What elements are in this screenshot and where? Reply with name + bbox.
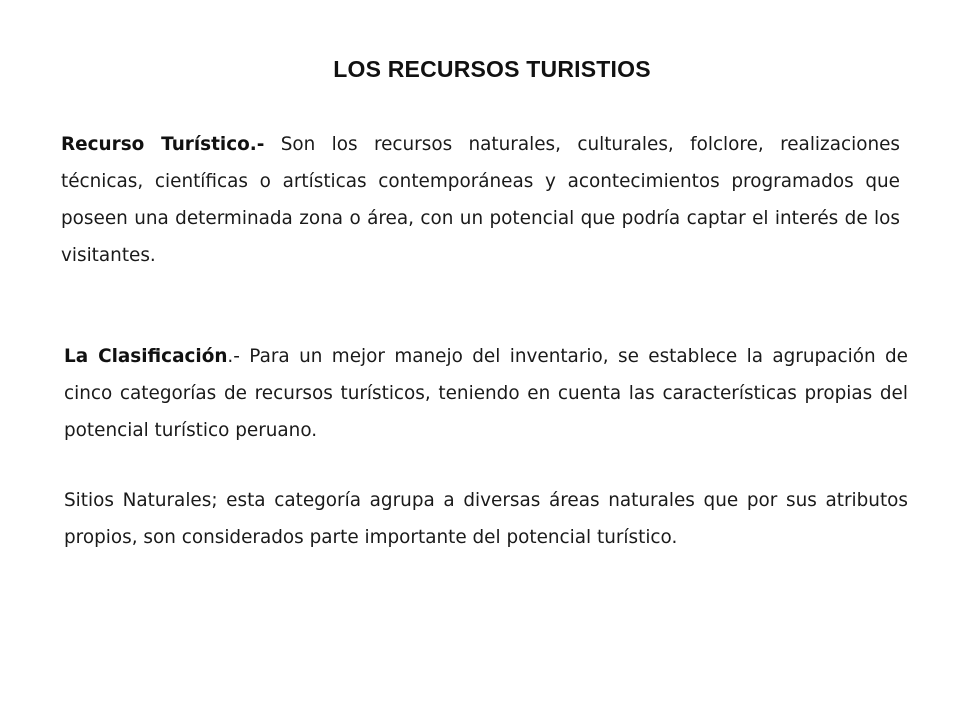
slide-title: LOS RECURSOS TURISTIOS [333, 56, 651, 82]
paragraph-clasificacion [64, 338, 908, 449]
paragraph-text: Son los recursos naturales, culturales, folclore, realizaciones técnicas, científicas o artísticas contemporáneas y acontecimientos programados que poseen una determinada zona o área, con un potencial que podría captar el interés de los visitantes. [61, 134, 900, 266]
paragraph-recurso-turistico [61, 126, 900, 274]
paragraph-text: .- Para un mejor manejo del inventario, se establece la agrupación de cinco categorías de recursos turísticos, teniendo en cuenta las características propias del potencial turístico peruano. [64, 346, 908, 441]
paragraph-sitios-naturales: Sitios Naturales; esta categoría agrupa a diversas áreas naturales que por sus atributos propios, son considerados parte importante del potencial turístico. [64, 490, 908, 548]
term-clasificacion: La Clasificación [64, 346, 228, 367]
term-recurso-turistico: Recurso Turístico.- [61, 134, 265, 155]
